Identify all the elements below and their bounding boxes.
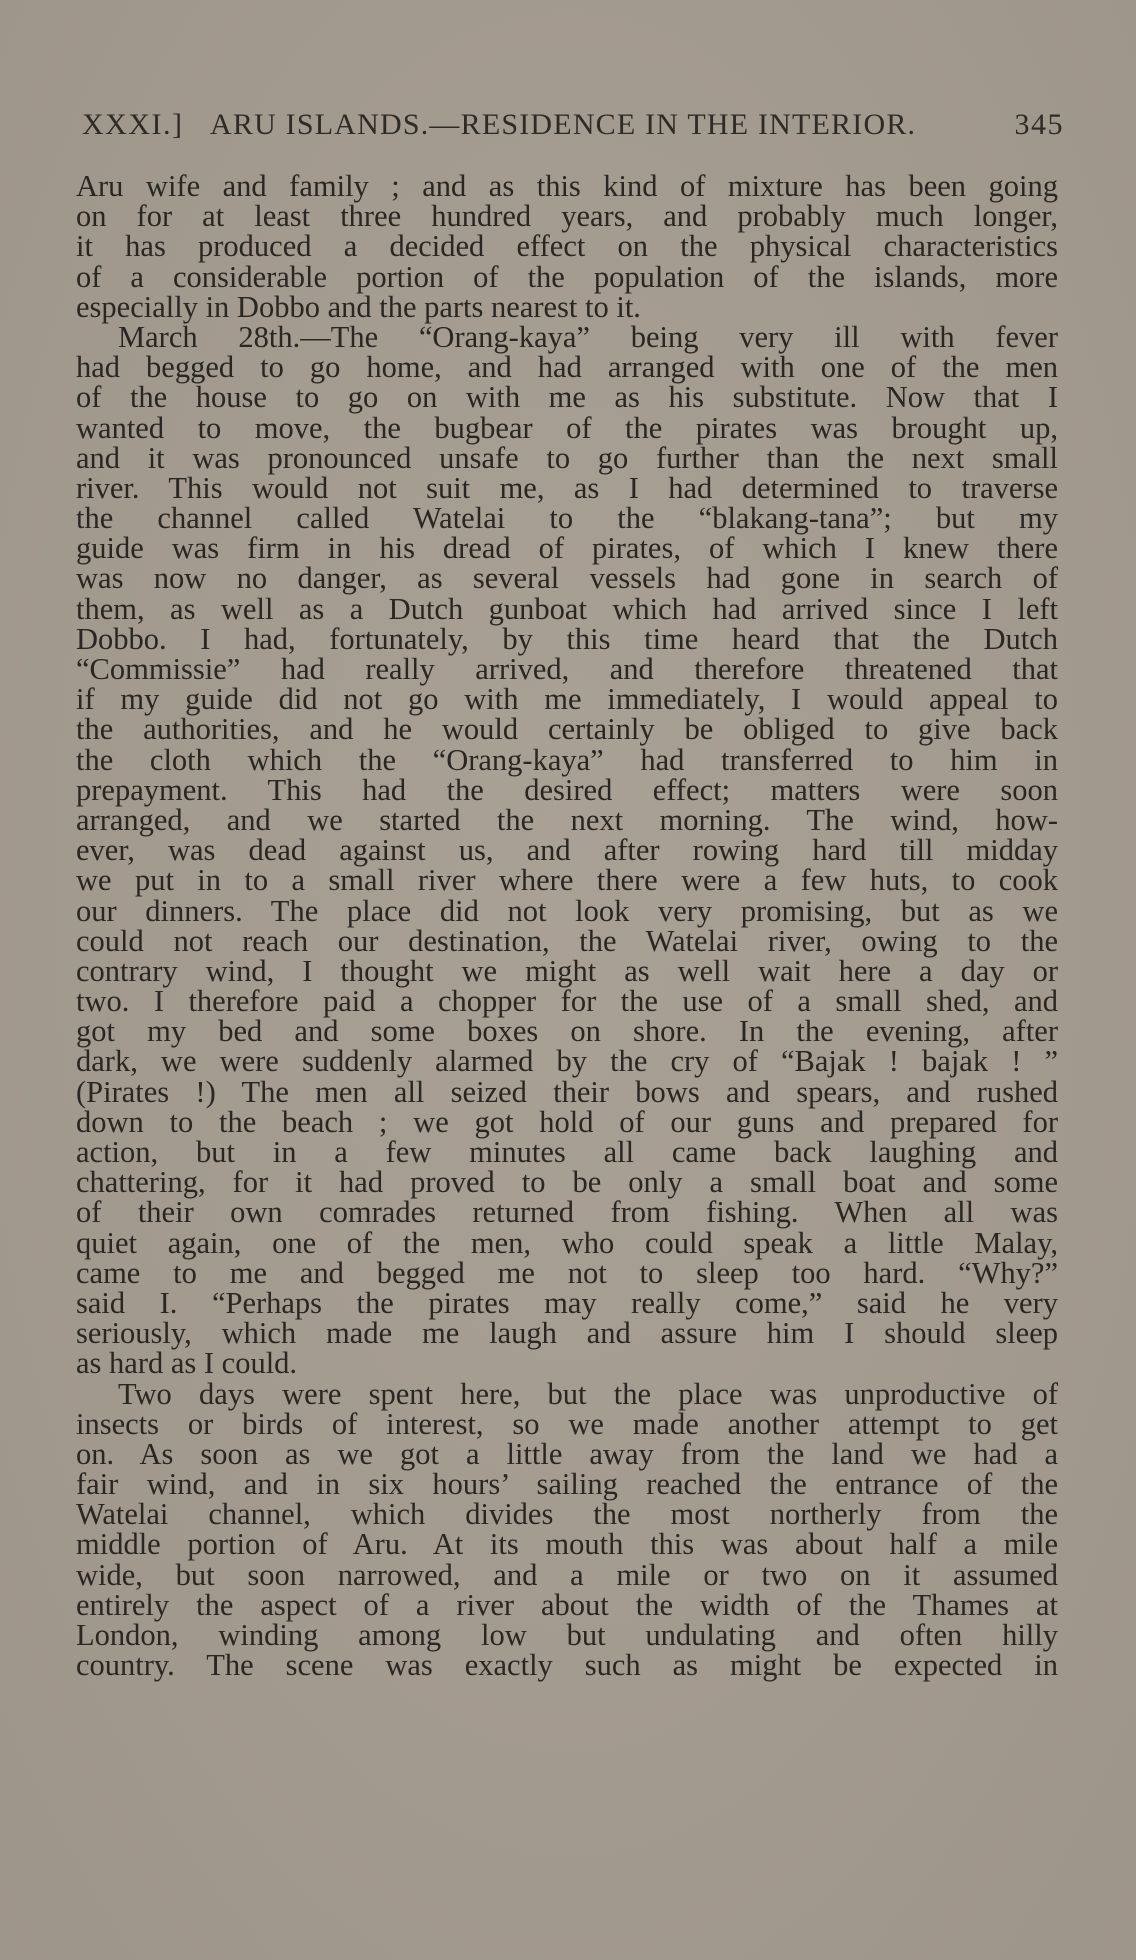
text-line: ever, was dead against us, and after rowing hard till midday [76,833,1058,868]
text-line: two. I therefore paid a chopper for the use of a small shed, and [76,984,1058,1019]
text-line: arranged, and we started the next morning. The wind, how- [76,802,1058,837]
text-line: prepayment. This had the desired effect; matters were soon [76,772,1058,807]
text-line: London, winding among low but undulating and often hilly [76,1618,1058,1652]
text-line: wide, but soon narrowed, and a mile or two on it assumed [76,1557,1058,1592]
text-line: as hard as I could. [76,1346,298,1381]
text-line: on for at least three hundred years, and probably much longer, [76,199,1058,234]
paragraph-start-line: March 28th.—The “Orang-kaya” being very ill with fever [118,319,1058,354]
text-line: wanted to move, the bugbear of the pirates was brought up, [76,410,1058,445]
text-line: it has produced a decided effect on the physical characteristics [76,229,1058,264]
body-text [76,169,1058,1683]
text-line: said I. “Perhaps the pirates may really come,” said he very [76,1285,1058,1320]
text-line: our dinners. The place did not look very promising, but as we [76,893,1058,928]
text-line: Dobbo. I had, fortunately, by this time heard that the Dutch [76,621,1058,656]
text-line: dark, we were suddenly alarmed by the cry of “Bajak ! bajak ! ” [76,1044,1058,1079]
text-line: especially in Dobbo and the parts nearest to it. [76,289,641,324]
text-line: entirely the aspect of a river about the width of the Thames at [76,1587,1058,1622]
text-line: Aru wife and family ; and as this kind of mixture has been going [76,169,1058,203]
text-line: came to me and begged me not to sleep too hard. “Why?” [76,1255,1058,1290]
text-line: chattering, for it had proved to be only a small boat and some [76,1165,1058,1200]
text-line: seriously, which made me laugh and assure him I should sleep [76,1316,1058,1351]
text-line: them, as well as a Dutch gunboat which had arrived since I left [76,591,1058,626]
running-title: ARU ISLANDS.—RESIDENCE IN THE INTERIOR. [210,108,917,141]
paragraph-start-line: Two days were spent here, but the place was unproductive of [118,1376,1058,1411]
text-line: down to the beach ; we got hold of our guns and prepared for [76,1104,1058,1139]
text-line: we put in to a small river where there were a few huts, to cook [76,863,1058,898]
text-line: of their own comrades returned from fishing. When all was [76,1195,1058,1230]
text-line: insects or birds of interest, so we made another attempt to get [76,1406,1058,1441]
page-number: 345 [1014,108,1064,141]
text-line: got my bed and some boxes on shore. In the evening, after [76,1014,1058,1049]
text-line: of a considerable portion of the population of the islands, more [76,259,1058,294]
text-line: if my guide did not go with me immediately, I would appeal to [76,682,1058,717]
text-line: action, but in a few minutes all came back laughing and [76,1135,1058,1169]
text-line: the cloth which the “Orang-kaya” had transferred to him in [76,742,1058,777]
text-line: “Commissie” had really arrived, and therefore threatened that [76,652,1058,686]
text-line: river. This would not suit me, as I had determined to traverse [76,470,1058,505]
text-line: guide was firm in his dread of pirates, of which I knew there [76,531,1058,566]
text-line: and it was pronounced unsafe to go further than the next small [76,440,1058,475]
text-line: quiet again, one of the men, who could speak a little Malay, [76,1225,1058,1260]
chapter-number: XXXI.] [82,108,184,141]
text-line: country. The scene was exactly such as might be expected in [76,1648,1058,1683]
text-line: could not reach our destination, the Watelai river, owing to the [76,923,1058,958]
text-line: fair wind, and in six hours’ sailing reached the entrance of the [76,1467,1058,1502]
text-line: contrary wind, I thought we might as well wait here a day or [76,953,1058,988]
text-line: had begged to go home, and had arranged with one of the men [76,350,1058,385]
text-line: of the house to go on with me as his substitute. Now that I [76,380,1058,415]
text-line: the channel called Watelai to the “blakang-tana”; but my [76,501,1058,536]
text-line: was now no danger, as several vessels had gone in search of [76,561,1058,596]
text-line: the authorities, and he would certainly be obliged to give back [76,712,1058,747]
text-line: middle portion of Aru. At its mouth this was about half a mile [76,1527,1058,1562]
text-line: Watelai channel, which divides the most northerly from the [76,1497,1058,1532]
running-head [82,108,1064,148]
text-line: on. As soon as we got a little away from the land we had a [76,1436,1058,1471]
text-line: (Pirates !) The men all seized their bows and spears, and rushed [76,1074,1058,1109]
